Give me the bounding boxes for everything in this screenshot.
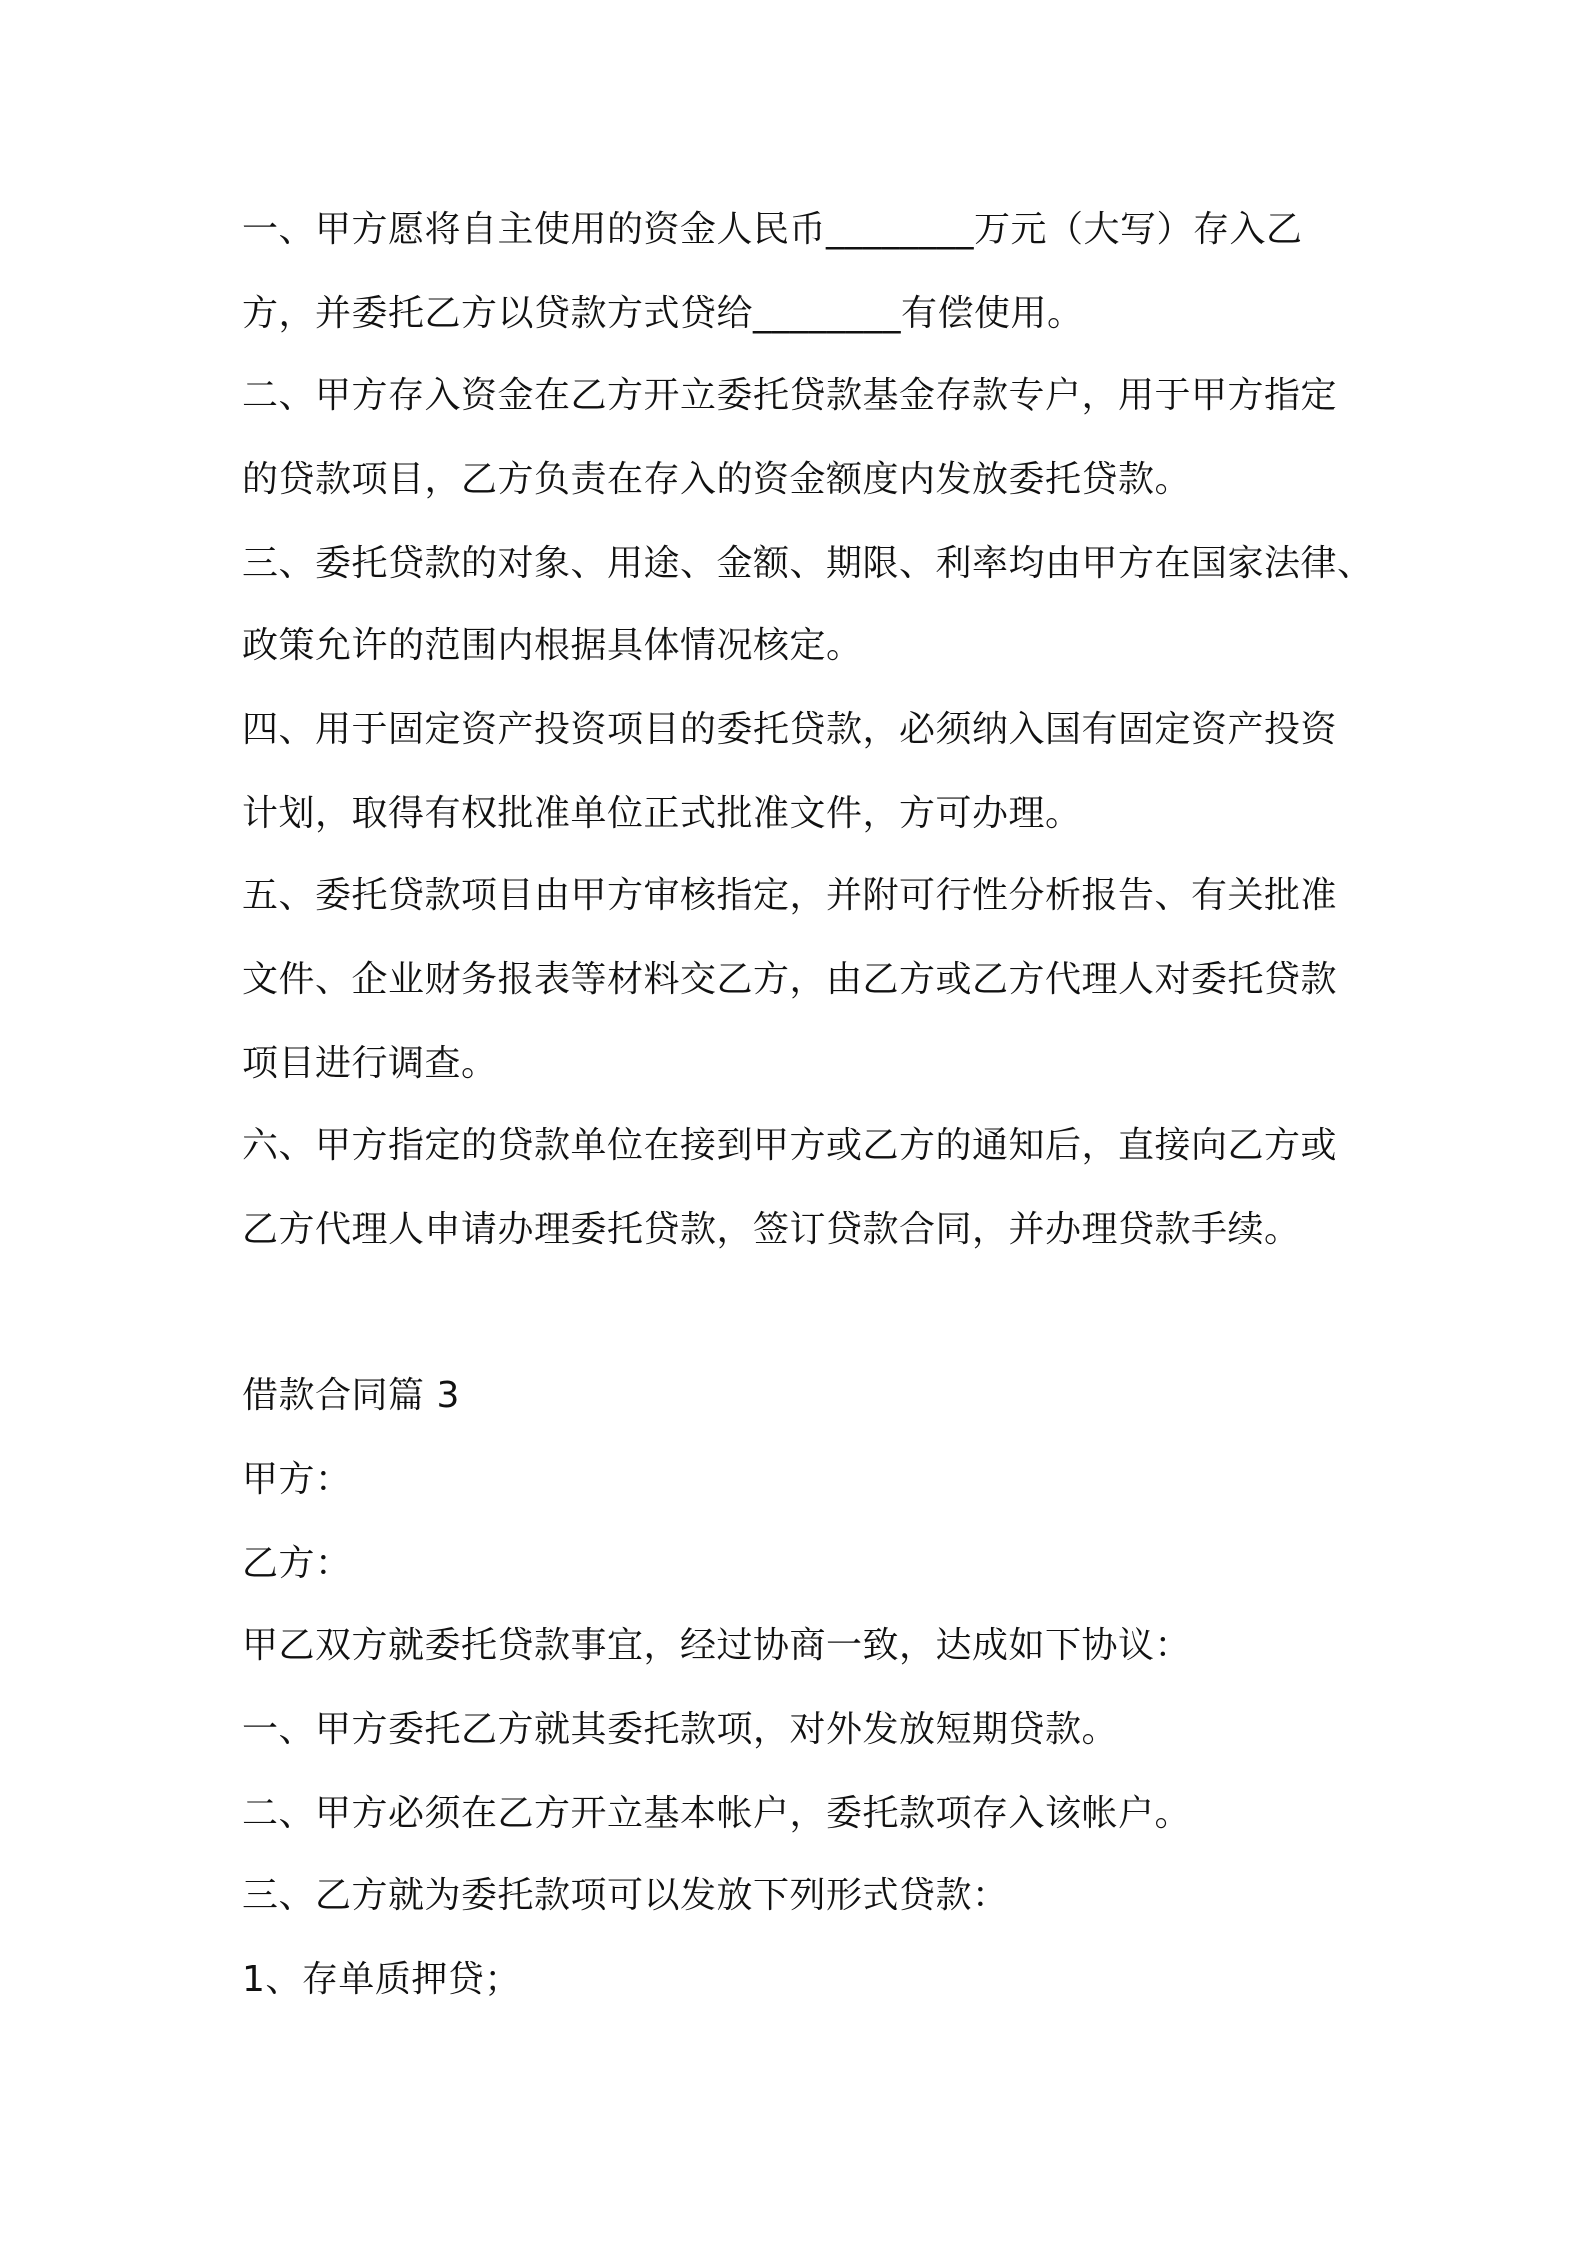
paragraph-line: 的贷款项目，乙方负责在存入的资金额度内发放委托贷款。 bbox=[242, 459, 1192, 500]
paragraph-line: 二、甲方必须在乙方开立基本帐户，委托款项存入该帐户。 bbox=[242, 1793, 1192, 1834]
paragraph-line: 甲乙双方就委托贷款事宜，经过协商一致，达成如下协议： bbox=[242, 1625, 1192, 1666]
paragraph-line: 六、甲方指定的贷款单位在接到甲方或乙方的通知后，直接向乙方或 bbox=[242, 1125, 1338, 1166]
paragraph-line: 计划，取得有权批准单位正式批准文件，方可办理。 bbox=[242, 793, 1082, 834]
party-b-label: 乙方： bbox=[242, 1543, 352, 1584]
paragraph-line: 乙方代理人申请办理委托贷款，签订贷款合同，并办理贷款手续。 bbox=[242, 1209, 1301, 1250]
paragraph-line: 项目进行调查。 bbox=[242, 1043, 498, 1084]
paragraph-line: 五、委托贷款项目由甲方审核指定，并附可行性分析报告、有关批准 bbox=[242, 875, 1338, 916]
paragraph-line: 文件、企业财务报表等材料交乙方，由乙方或乙方代理人对委托贷款 bbox=[242, 959, 1338, 1000]
paragraph-line: 政策允许的范围内根据具体情况核定。 bbox=[242, 625, 863, 666]
paragraph-line: 三、委托贷款的对象、用途、金额、期限、利率均由甲方在国家法律、 bbox=[242, 543, 1374, 584]
party-a-label: 甲方： bbox=[242, 1459, 352, 1500]
paragraph-line: 一、甲方委托乙方就其委托款项，对外发放短期贷款。 bbox=[242, 1709, 1119, 1750]
paragraph-line: 方，并委托乙方以贷款方式贷给________有偿使用。 bbox=[242, 293, 1084, 334]
paragraph-line: 1、存单质押贷； bbox=[242, 1959, 521, 2000]
section-heading: 借款合同篇 3 bbox=[242, 1375, 460, 1416]
paragraph-line: 二、甲方存入资金在乙方开立委托贷款基金存款专户，用于甲方指定 bbox=[242, 375, 1338, 416]
paragraph-line: 四、用于固定资产投资项目的委托贷款，必须纳入国有固定资产投资 bbox=[242, 709, 1338, 750]
paragraph-line: 一、甲方愿将自主使用的资金人民币________万元（大写）存入乙 bbox=[242, 209, 1303, 250]
paragraph-line: 三、乙方就为委托款项可以发放下列形式贷款： bbox=[242, 1875, 1009, 1916]
